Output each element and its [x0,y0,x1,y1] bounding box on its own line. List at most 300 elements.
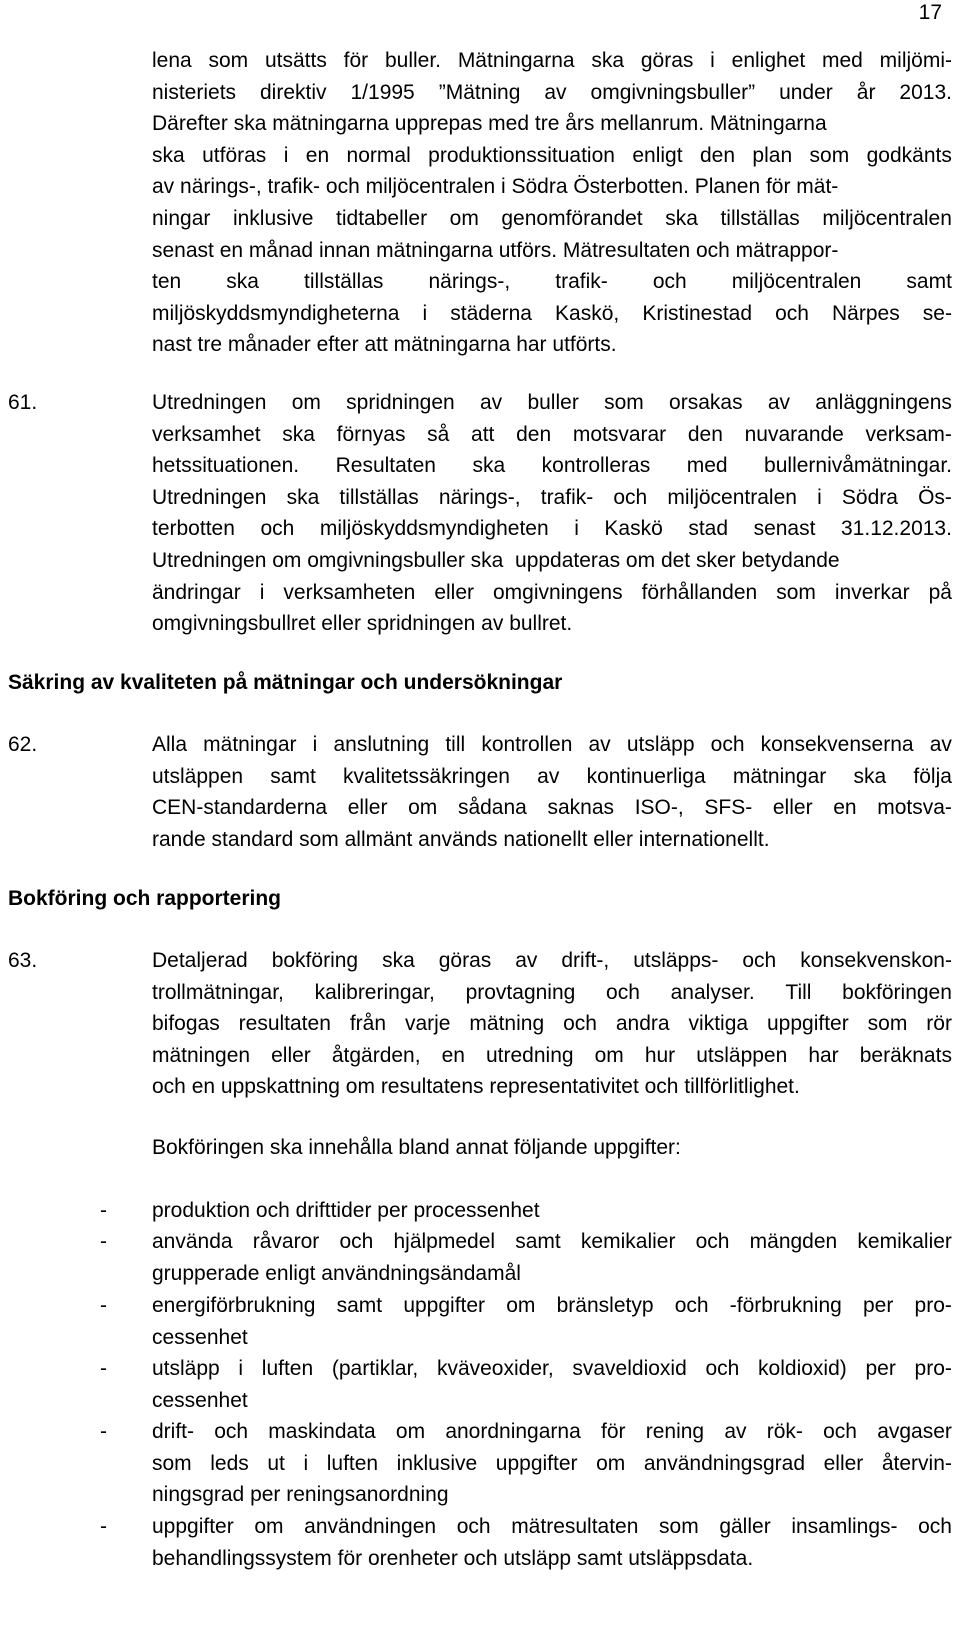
word: i [303,1451,309,1475]
word: av [929,733,952,756]
word: förnyas [336,422,406,446]
word: CEN-standarderna [152,796,328,820]
word: produktionssituation [428,143,615,167]
word: i [283,143,289,167]
word: drift-, [561,949,610,972]
text-line [152,45,952,77]
word: grupperade enligt användningsändamål [152,1261,521,1285]
word: Utredningen [152,485,267,509]
word: kontrolleras [541,454,651,478]
word: ningsgrad per reningsanordning [152,1483,449,1507]
text-line [152,266,952,298]
word: kvalitetssäkringen [343,764,510,788]
bullet-dash: - [100,1357,107,1380]
word: utföras [202,143,267,167]
word: produktion och drifttider per processenhet [152,1199,540,1222]
word: ten [152,270,182,294]
word: inverkar [834,580,910,604]
text-line [152,1511,952,1543]
word: åtgärden, [331,1043,421,1067]
word: miljöcentralen [731,270,862,294]
text-line [152,1448,952,1480]
word: ska [472,454,506,478]
word: bränsletyp [556,1294,654,1317]
text-line [152,577,952,609]
word: återvin- [881,1451,952,1475]
word: energiförbrukning [152,1294,316,1317]
list-item [152,1290,952,1353]
word: mätningar [732,764,827,788]
word: Därefter ska mätningarna upprepas med tre års mellanrum. Mätningarna [152,112,827,136]
word: varje [404,1012,451,1036]
word: verksam- [865,422,952,446]
word: tillställas [339,485,419,509]
word: utsläppen [152,764,244,788]
word: av [537,764,560,788]
word: en [833,796,857,820]
word: ska [591,49,625,72]
word: och [695,1230,730,1253]
word: hetssituationen. [152,454,300,478]
list-item [152,1511,952,1574]
word: och [606,980,640,1004]
text-line [152,77,952,109]
word: plan [752,143,793,167]
word: analyser. [670,980,755,1004]
text-line [152,108,952,140]
paragraph-61 [152,387,952,640]
word: SFS- [704,796,753,820]
word: anläggningens [815,391,952,414]
word: ISO-, [634,796,684,820]
word: tillställas [304,270,384,294]
word: terbotten [152,517,235,541]
word: ändringar [152,580,241,604]
word: i [259,580,265,604]
bullet-dash: - [100,1420,107,1443]
word: som [659,1515,699,1538]
word: eller [271,1043,311,1067]
text-line [152,203,952,235]
word: och [214,1420,249,1443]
word: resultaten [238,1012,331,1036]
text-line [152,1543,952,1575]
word: samt [270,764,316,788]
word: och [705,1357,740,1380]
word: har [808,1043,839,1067]
word: kemikalier [580,1230,676,1253]
word: och [339,1230,374,1253]
word: se- [922,301,952,325]
word: som [152,1451,192,1475]
word: Till [785,980,812,1004]
word: om [506,1294,536,1317]
word: utredning [486,1043,574,1067]
word: eller [347,796,388,820]
word: till [445,733,466,756]
word: ska [152,143,185,167]
word: senast en månad innan mätningarna utförs. Mätresultaten och mätrappor- [152,238,839,262]
bookkeeping-intro: Bokföringen ska innehålla bland annat följande uppgifter: [152,1136,681,1159]
word: på [928,580,952,604]
word: mängden [749,1230,838,1253]
word: buller [527,391,579,414]
text-line [152,1353,952,1385]
word: genomförandet [501,206,643,230]
word: samt [515,1230,561,1253]
word: som [809,143,850,167]
word: Närpes [832,301,900,325]
word: insamlings- [791,1515,898,1538]
text-line [152,1385,952,1417]
paragraph-number-61: 61. [8,391,38,414]
text-line [152,329,952,361]
word: motsva- [877,796,952,820]
word: i [312,733,318,756]
word: i [817,485,822,509]
word: kemikalier [857,1230,952,1253]
section-heading-quality: Säkring av kvaliteten på mätningar och undersökningar [8,671,563,694]
list-item [152,1353,952,1416]
word: per [865,1357,896,1380]
word: den [687,422,723,446]
word: miljöcentralen [667,485,797,509]
word: av [724,1420,747,1443]
word: miljöcentralen [822,206,952,230]
word: koldioxid) [758,1357,847,1380]
word: hur [644,1043,676,1067]
word: mätningar [203,733,297,756]
word: en [305,143,330,167]
word: ska [282,422,315,446]
word: trafik- [540,485,594,509]
text-line [152,1416,952,1448]
text-line [152,1008,952,1040]
word: direktiv [260,80,327,104]
word: och [260,517,295,541]
word: under [779,80,833,104]
word: pro- [914,1294,952,1317]
word: tidtabeller [336,206,428,230]
word: med [686,454,728,478]
word: användningen [304,1515,437,1538]
text-line [152,1479,952,1511]
word: närings-, [438,485,521,509]
word: uppgifter [152,1515,234,1538]
word: nisteriets [152,80,237,104]
text-line [152,1195,952,1227]
word: göras [640,49,694,72]
word: Kaskö, [555,301,620,325]
word: 2013. [899,80,952,104]
word: och [742,949,777,972]
bullet-dash: - [100,1230,107,1253]
word: i [574,517,579,541]
word: miljöskyddsmyndigheterna [152,301,400,325]
text-line [152,298,952,330]
word: Kaskö [604,517,663,541]
paragraph-number-62: 62. [8,733,38,756]
word: så [427,422,450,446]
word: städerna [450,301,532,325]
text-line [152,419,952,451]
word: och [674,1294,709,1317]
word: i [710,49,715,72]
word: och [823,1420,857,1443]
word: Mätningarna [457,49,575,72]
word: inklusive [396,1451,478,1475]
text-line [152,792,952,824]
word: av [480,391,503,414]
word: råvaror [252,1230,320,1253]
word: mätningen [152,1043,251,1067]
word: ska [665,206,698,230]
bullet-dash: - [100,1515,107,1538]
word: bokföringen [842,980,952,1004]
word: Södra [841,485,898,509]
word: tillställas [720,206,800,230]
word: av [588,733,611,756]
word: konsekvenserna [760,733,914,756]
word: förhållanden [641,580,758,604]
word: kontrollen [481,733,573,756]
word: och [456,1515,491,1538]
text-line [152,1322,952,1354]
text-line [152,761,952,793]
word: enlighet [731,49,806,72]
word: utsläpp [152,1357,220,1380]
word: bifogas [152,1012,220,1036]
word: gäller [719,1515,771,1538]
word: drift- [152,1420,194,1443]
text-line [152,608,952,640]
word: om [254,1515,284,1538]
word: nast tre månader efter att mätningarna har utförts. [152,333,617,357]
text-line [152,1226,952,1258]
word: cessenhet [152,1388,248,1412]
word: kalibreringar, [314,980,435,1004]
text-line [152,1290,952,1322]
word: orsakas [669,391,743,414]
word: luften [261,1357,314,1380]
text-line [152,235,952,267]
word: som [604,391,644,414]
word: utsläpps- [633,949,719,972]
word: Alla [152,733,188,756]
word: avgaser [877,1420,952,1443]
word: om [291,391,321,414]
text-line [152,387,952,419]
word: uppgifter [403,1294,486,1317]
word: -förbrukning [729,1294,842,1317]
word: konsekvenskon- [800,949,952,972]
word: spridningen [346,391,455,414]
word: verksamheten [283,580,416,604]
word: samt [336,1294,383,1317]
word: verksamhet [152,422,261,446]
word: en [441,1043,465,1067]
word: eller [823,1451,864,1475]
word: omgivningens [493,580,623,604]
word: ska [853,764,887,788]
word: göras [438,949,492,972]
word: som [208,49,249,72]
text-line [152,1071,952,1103]
word: anordningarna [445,1420,581,1443]
word: närings-, [428,270,511,294]
paragraph-number-63: 63. [8,949,38,972]
word: andra [615,1012,670,1036]
word: pro- [914,1357,952,1380]
word: luften [326,1451,379,1475]
word: om [596,1451,626,1475]
paragraph-62 [152,729,952,855]
word: följa [913,764,952,788]
word: Utredningen [152,391,267,414]
word: maskindata [268,1420,376,1443]
word: i [238,1357,244,1380]
word: trafik- [555,270,608,294]
word: kväveoxider, [436,1357,554,1380]
word: som [867,1012,908,1036]
text-line [152,1258,952,1290]
word: och [563,1012,597,1036]
word: och en uppskattning om resultatens representativitet och tillförlitlighet. [152,1075,800,1099]
word: viktiga [688,1012,749,1036]
word: och [918,1515,952,1538]
word: miljömi- [879,49,952,72]
word: beräknats [859,1043,952,1067]
bullet-dash: - [100,1294,107,1317]
list-item [152,1416,952,1511]
word: mätresultaten [511,1515,639,1538]
word: av [767,391,791,414]
paragraph-60-continued [152,45,952,361]
word: cessenhet [152,1325,248,1349]
word: enligt [632,143,683,167]
list-item [152,1195,952,1227]
word: uppgifter [495,1451,578,1475]
text-line [152,729,952,761]
word: rande standard som allmänt används nationellt eller internationellt. [152,827,770,851]
word: uppgifter [767,1012,849,1036]
section-heading-bookkeeping: Bokföring och rapportering [8,887,281,910]
word: och [652,270,687,294]
word: mätning [469,1012,545,1036]
word: som [776,580,816,604]
word: miljöskyddsmyndigheten [319,517,549,541]
text-line [152,140,952,172]
word: omgivningsbullret eller spridningen av bullret. [152,612,573,636]
word: bokföring [271,949,359,972]
word: av närings-, trafik- och miljöcentralen i Södra Österbotten. Planen för mät- [152,175,839,199]
bullet-dash: - [100,1199,107,1222]
page-number: 17 [918,1,942,24]
word: om [395,1420,426,1443]
word: utsläppen [696,1043,788,1067]
word: och [613,485,648,509]
word: samt [906,270,952,294]
list-item [152,1226,952,1289]
word: om [594,1043,624,1067]
word: Kristinestad [642,301,753,325]
word: från [349,1012,387,1036]
text-line [152,482,952,514]
word: ningar [152,206,211,230]
word: utsätts [264,49,327,72]
word: i [422,301,428,325]
text-line [152,171,952,203]
text-line [152,977,952,1009]
word: nuvarande [744,422,844,446]
word: och [775,301,809,325]
word: eller [434,580,474,604]
word: motsvarar [572,422,667,446]
word: svaveldioxid [572,1357,687,1380]
word: för [343,49,369,72]
word: och [710,733,745,756]
word: saknas [547,796,615,820]
word: eller [772,796,813,820]
word: om [449,206,479,230]
word: senast [753,517,816,541]
word: godkänts [866,143,952,167]
word: trollmätningar, [152,980,284,1004]
paragraph-63 [152,945,952,1103]
word: hjälpmedel [393,1230,496,1253]
text-line [152,545,952,577]
word: kontinuerliga [586,764,706,788]
word: ”Mätning [438,80,521,104]
word: att [471,422,495,446]
word: rör [926,1012,952,1036]
word: 1/1995 [350,80,415,104]
text-line [152,945,952,977]
word: för [600,1420,626,1443]
text-line [152,824,952,856]
word: sådana [457,796,527,820]
word: per [863,1294,894,1317]
word: ska [286,485,320,509]
word: leds [210,1451,249,1475]
word: Utredningen om omgivningsbuller ska uppdateras om det sker betydande [152,548,840,572]
word: buller. [384,49,442,72]
word: bullernivåmätningar. [764,454,952,478]
word: normal [346,143,411,167]
word: Resultaten [335,454,436,478]
text-line [152,513,952,545]
word: den [516,422,552,446]
word: Ös- [918,485,952,509]
word: behandlingssystem för orenheter och utsläpp samt utsläppsdata. [152,1546,754,1570]
word: använda [152,1230,233,1253]
word: anslutning [333,733,430,756]
word: av [515,949,538,972]
word: inklusive [232,206,314,230]
word: 31.12.2013. [841,517,952,541]
word: den [699,143,736,167]
word: år [856,80,876,104]
word: lena [152,49,192,72]
text-line [152,450,952,482]
word: om [408,796,438,820]
word: rök- [766,1420,803,1443]
word: ska [382,949,415,972]
word: provtagning [465,980,576,1004]
word: rening [645,1420,705,1443]
word: omgivningsbuller” [590,80,756,104]
word: utsläpp [626,733,695,756]
